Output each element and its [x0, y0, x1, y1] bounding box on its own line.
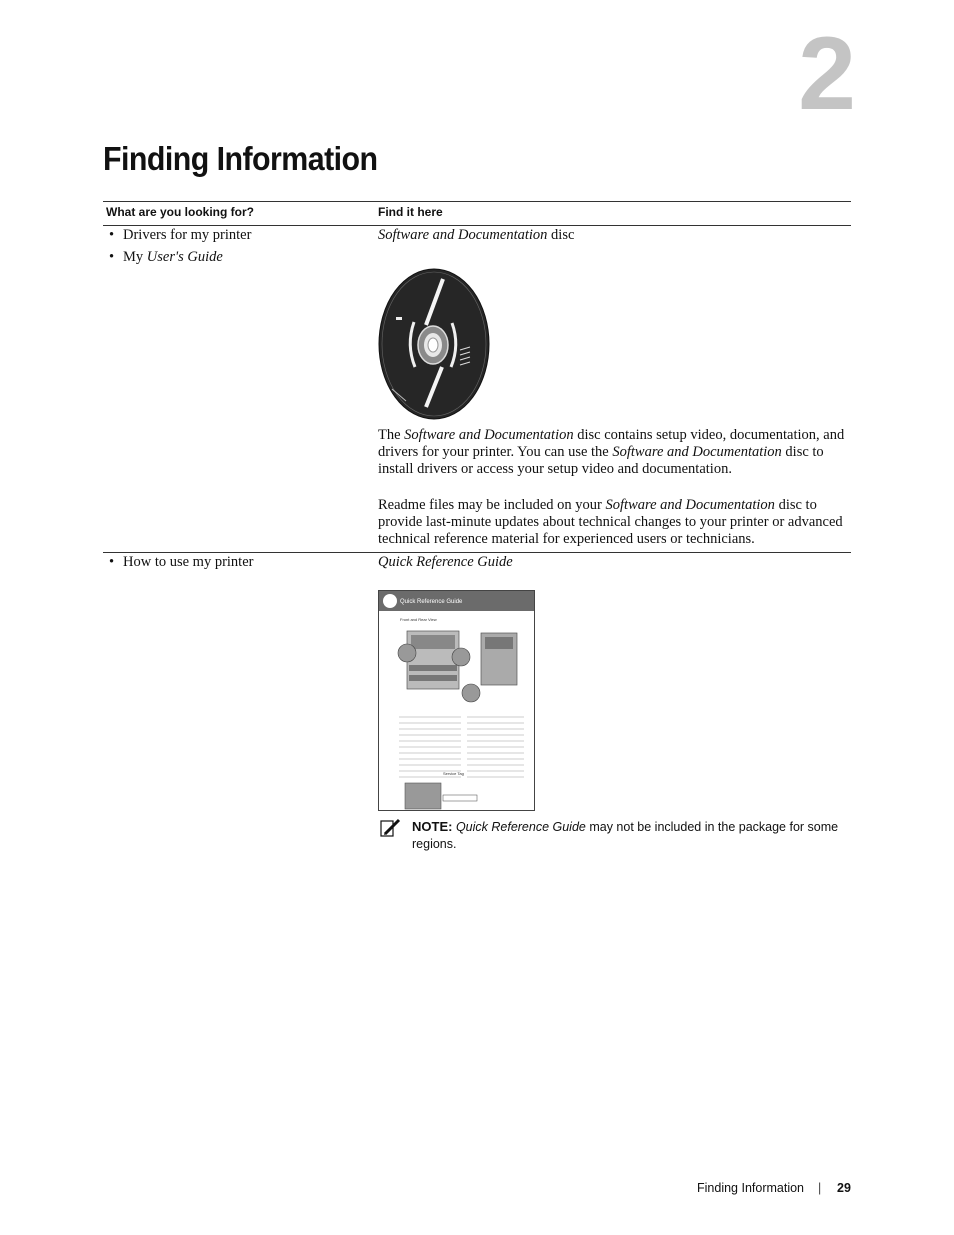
table-header-rule	[103, 225, 851, 226]
footer-separator: |	[818, 1181, 822, 1195]
text-run: The	[378, 427, 405, 443]
software-disc-image	[376, 267, 492, 421]
list-item-drivers	[109, 227, 251, 244]
list-item-text: Drivers for my printer	[123, 227, 252, 243]
column-header-find-it-here: Find it here	[378, 205, 443, 219]
column-header-looking-for: What are you looking for?	[106, 205, 255, 219]
dell-logo-icon	[383, 594, 397, 608]
note-pencil-icon	[380, 818, 402, 838]
footer-page-number: 29	[837, 1181, 851, 1195]
list-item-text: How to use my printer	[123, 554, 254, 570]
list-item-users-guide	[109, 249, 223, 266]
resource-title: Software and Documentation	[378, 227, 548, 243]
printer-diagram-image	[379, 621, 534, 811]
footer-section-title: Finding Information	[697, 1181, 805, 1195]
resource-software-disc	[378, 227, 850, 244]
text-run: disc to install drivers or access your setup video and documentation.	[378, 444, 828, 477]
service-tag-label: Service Tag	[443, 771, 464, 776]
resource-quick-reference-guide	[378, 554, 850, 571]
quick-reference-guide-thumbnail	[378, 590, 535, 811]
thumbnail-title: Quick Reference Guide	[400, 599, 463, 605]
text-run: disc contains setup video, documentation, and drivers for your printer. You can use the	[378, 427, 848, 460]
bullet: •	[109, 249, 115, 265]
page-title: Finding Information	[103, 140, 378, 177]
resource-suffix: disc	[547, 227, 575, 243]
list-item-prefix: My	[123, 249, 147, 265]
readme-paragraph	[378, 497, 850, 548]
note-body: may not be included in the package for some regions.	[412, 820, 842, 851]
resource-title: Quick Reference Guide	[378, 554, 513, 570]
text-run-italic: Software and Documentation	[605, 497, 775, 513]
text-run: disc to provide last-minute updates about technical changes to your printer or advanced technical reference material for experienced users or technicians.	[378, 497, 847, 547]
text-run-italic: Software and Documentation	[612, 444, 782, 460]
text-run: Readme files may be included on your	[378, 497, 606, 513]
note-guide-title: Quick Reference Guide	[455, 820, 586, 834]
thumbnail-header	[379, 591, 534, 611]
list-item-how-to-use	[109, 554, 253, 571]
note-text	[412, 818, 852, 853]
row-divider	[103, 552, 851, 553]
table-top-rule	[103, 201, 851, 202]
users-guide-title: User's Guide	[146, 249, 223, 265]
note-label: NOTE:	[412, 819, 453, 834]
bullet: •	[109, 554, 115, 570]
disc-description-paragraph	[378, 427, 850, 478]
text-run-italic: Software and Documentation	[404, 427, 574, 443]
bullet: •	[109, 227, 115, 243]
chapter-number: 2	[798, 16, 856, 132]
thumbnail-subtitle: Front and Rear View	[400, 617, 437, 622]
